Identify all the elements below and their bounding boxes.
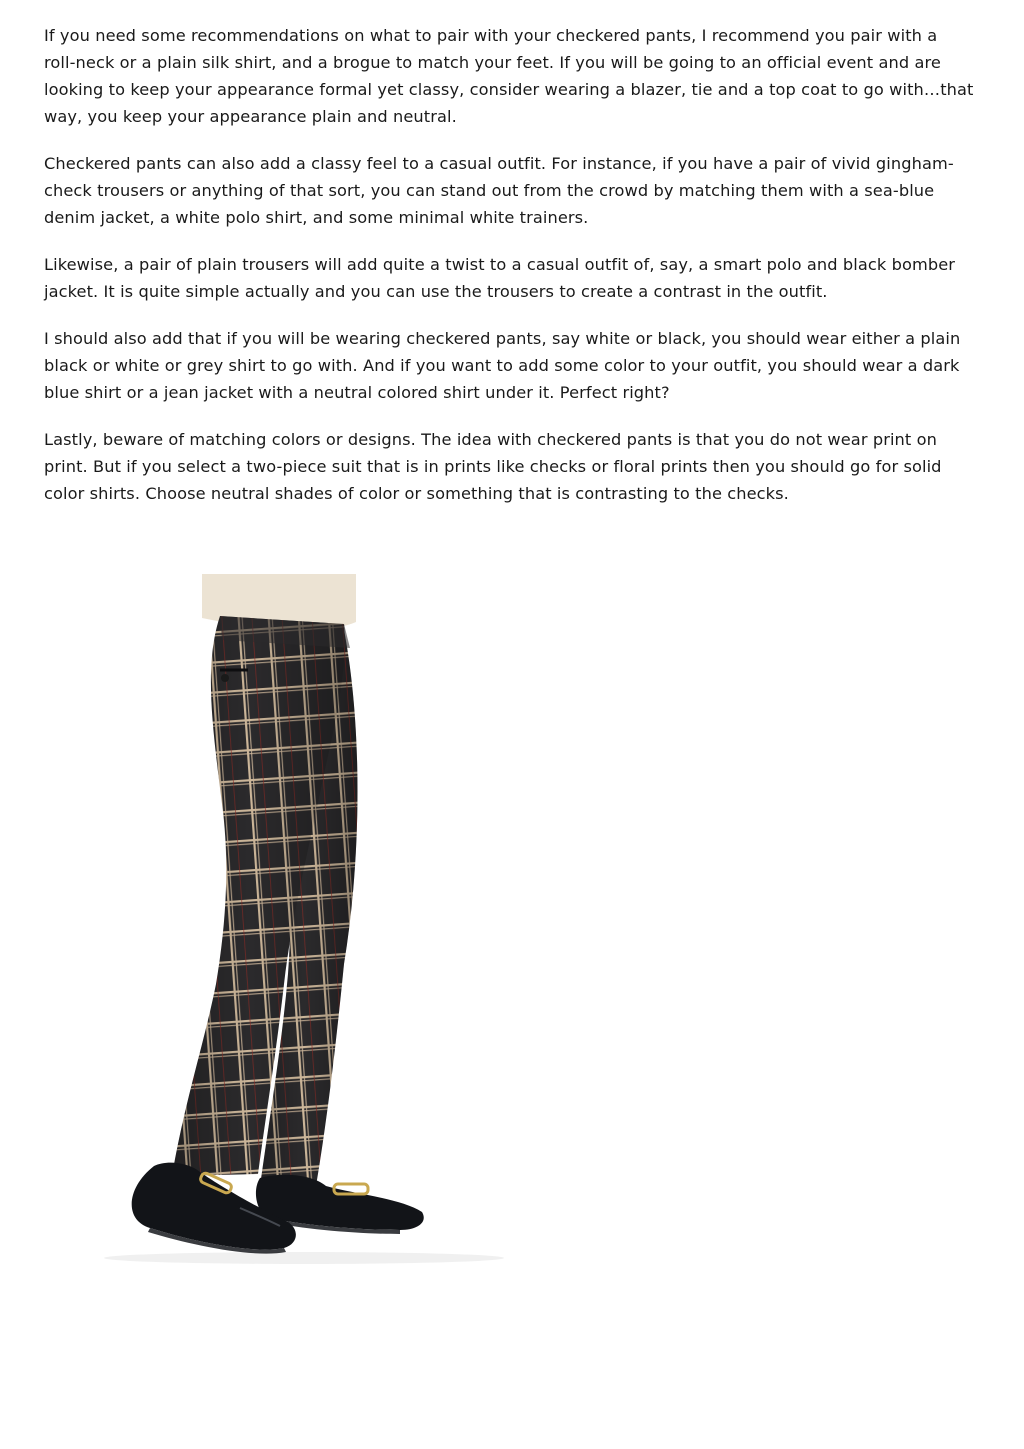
floor-shadow <box>104 1252 504 1264</box>
paragraph-plain-trousers: Likewise, a pair of plain trousers will add quite a twist to a casual outfit of, say, a smart polo and black bomber jacket. It is quite simple actually and you can use the trousers to create a contrast in the outfit. <box>44 255 956 301</box>
article-body <box>44 22 974 527</box>
trousers-illustration <box>44 574 510 1272</box>
back-shoe-buckle <box>334 1184 368 1194</box>
paragraph-pairing-advice: If you need some recommendations on what to pair with your checkered pants, I recommend you pair with a roll-neck or a plain silk shirt, and a brogue to match your feet. If you will be going to an official event and are looking to keep your appearance formal yet classy, consider wearing a blazer, tie and a top coat to go with…that way, you keep your appearance plain and neutral. <box>44 26 974 126</box>
paragraph-print-warning: Lastly, beware of matching colors or designs. The idea with checkered pants is that you do not wear print on print. But if you select a two-piece suit that is in prints like checks or floral prints then you should go for solid color shirts. Choose neutral shades of color or something that is contrasting to the checks. <box>44 430 942 503</box>
pocket-button <box>221 674 229 682</box>
paragraph-shirt-colors: I should also add that if you will be wearing checkered pants, say white or black, you should wear either a plain black or white or grey shirt to go with. And if you want to add some color to your outfit, you should wear a dark blue shirt or a jean jacket with a neutral colored shirt under it. Perfect right? <box>44 329 961 402</box>
paragraph-casual-outfit: Checkered pants can also add a classy feel to a casual outfit. For instance, if you have a pair of vivid gingham-check trousers or anything of that sort, you can stand out from the crowd by matching them with a sea-blue denim jacket, a white polo shirt, and some minimal white trainers. <box>44 154 954 227</box>
checkered-trousers-photo <box>44 574 510 1272</box>
